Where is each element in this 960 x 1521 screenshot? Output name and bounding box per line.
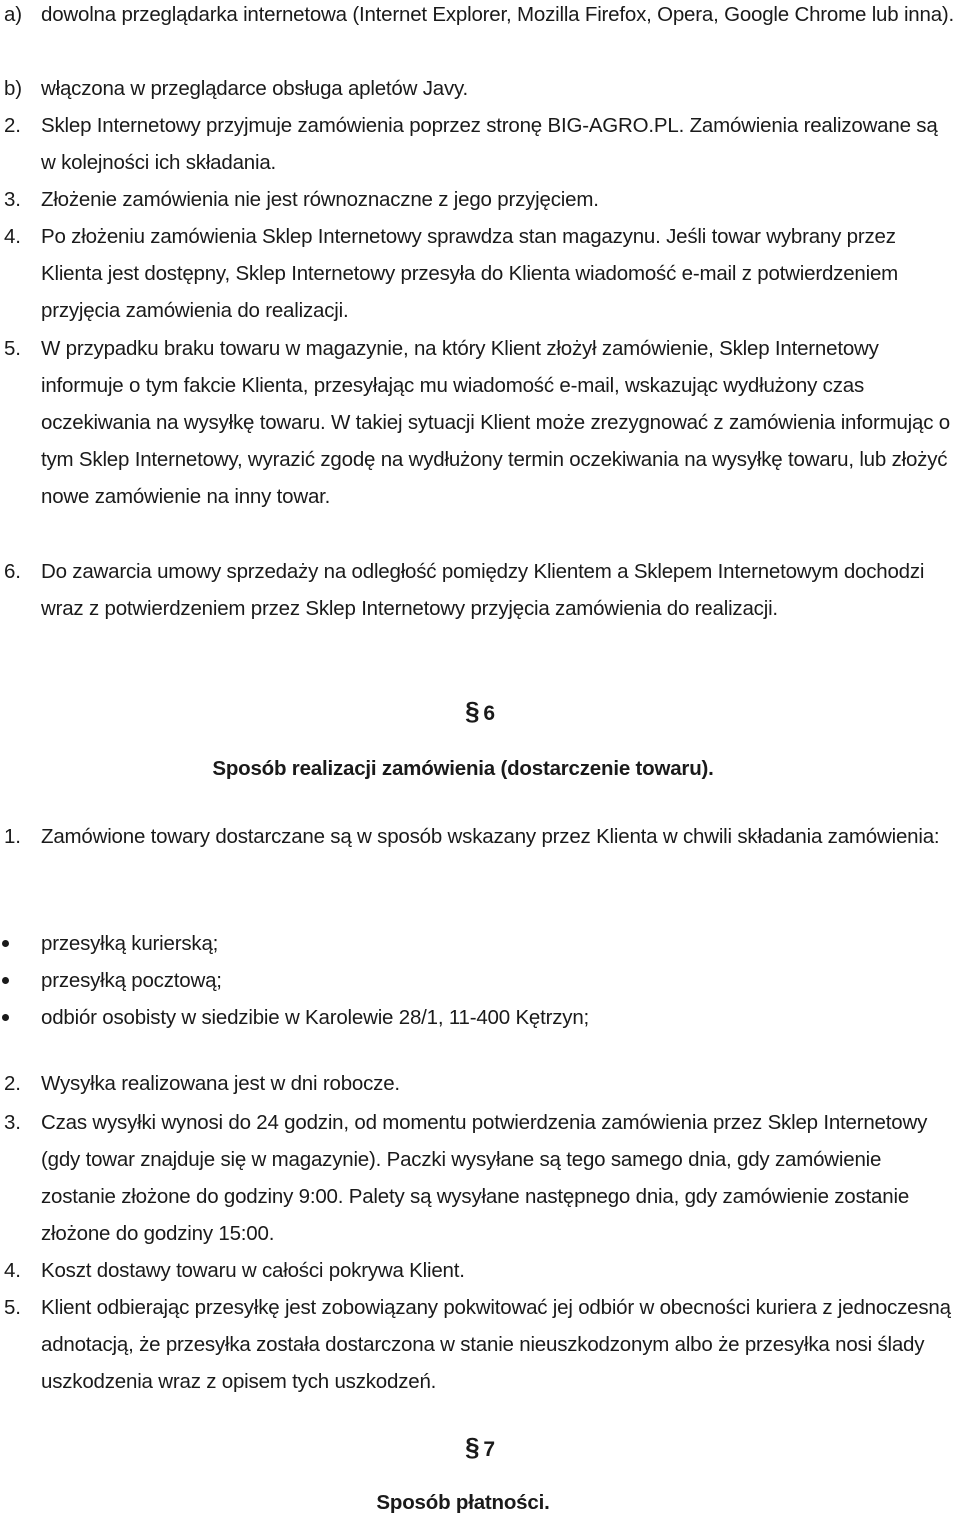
section-number: 6	[483, 702, 495, 725]
list-text: Wysyłka realizowana jest w dni robocze.	[41, 1072, 400, 1095]
list-number: 2.	[4, 114, 21, 137]
list-label: b)	[4, 77, 22, 100]
bullet-icon	[0, 1014, 41, 1021]
list-text: dowolna przeglądarka internetowa (Internet Explorer, Mozilla Firefox, Opera, Google Chrome lub inna).	[41, 3, 955, 26]
list-number: 3.	[4, 1111, 21, 1134]
list-text: włączona w przeglądarce obsługa apletów Javy.	[41, 77, 469, 100]
section-number: 7	[483, 1438, 495, 1461]
list-text: Czas wysyłki wynosi do 24 godzin, od momentu potwierdzenia zamówienia przez Sklep Internetowy (gdy towar znajduje się w magazynie). Paczki wysyłane są tego samego dnia, gdy zamówienie zostanie złożone do godziny 9:00. Palety są wysyłane następnego dnia, gdy zamówienie zostanie złożone do godziny 15:00.	[41, 1111, 928, 1245]
list-item-4	[4, 218, 956, 329]
list-text: Klient odbierając przesyłkę jest zobowiązany pokwitować jej odbiór w obecności kuriera z jednoczesną adnotacją, że przesyłka została dostarczona w stanie nieuszkodzonym albo że przesyłka nosi ślady uszkodzenia wraz z opisem tych uszkodzeń.	[41, 1296, 951, 1393]
list-item-6	[4, 553, 956, 627]
list-item-3	[4, 181, 956, 218]
paragraph-sign: §	[465, 1432, 480, 1462]
list-item-a	[4, 0, 956, 33]
list-number: 1.	[4, 825, 21, 848]
list-number: 5.	[4, 337, 21, 360]
section-mark-6	[0, 696, 960, 727]
delivery-item-4	[4, 1252, 956, 1289]
bullet-icon	[0, 977, 41, 984]
bullet-text: odbiór osobisty w siedzibie w Karolewie 28/1, 11-400 Kętrzyn;	[41, 1005, 590, 1029]
bullet-item	[0, 999, 956, 1036]
delivery-item-3	[4, 1104, 956, 1252]
list-number: 4.	[4, 1259, 21, 1282]
list-text: Sklep Internetowy przyjmuje zamówienia poprzez stronę BIG-AGRO.PL. Zamówienia realizowane są w kolejności ich składania.	[41, 114, 938, 174]
list-number: 4.	[4, 225, 21, 248]
bullet-text: przesyłką pocztową;	[41, 968, 222, 992]
paragraph-sign: §	[465, 696, 480, 726]
section-mark-7	[0, 1432, 960, 1463]
bullet-icon	[0, 940, 41, 947]
list-number: 3.	[4, 188, 21, 211]
bullet-item	[0, 962, 956, 999]
delivery-item-1	[4, 818, 956, 855]
list-item-5	[4, 330, 956, 515]
section-title-6: Sposób realizacji zamówienia (dostarczenie towaru).	[212, 757, 714, 780]
list-number: 5.	[4, 1296, 21, 1319]
list-label: a)	[4, 3, 22, 26]
delivery-item-2	[4, 1065, 956, 1102]
list-text: Do zawarcia umowy sprzedaży na odległość pomiędzy Klientem a Sklepem Internetowym dochodzi wraz z potwierdzeniem przez Sklep Internetowy przyjęcia zamówienia do realizacji.	[41, 560, 925, 620]
list-number: 6.	[4, 560, 21, 583]
delivery-item-5	[4, 1289, 956, 1400]
list-text: Po złożeniu zamówienia Sklep Internetowy sprawdza stan magazynu. Jeśli towar wybrany przez Klienta jest dostępny, Sklep Internetowy przesyła do Klienta wiadomość e-mail z potwierdzeniem przyjęcia zamówienia do realizacji.	[41, 225, 899, 322]
list-item-2	[4, 107, 956, 181]
bullet-item	[0, 925, 956, 962]
list-number: 2.	[4, 1072, 21, 1095]
list-item-b	[4, 70, 956, 107]
bullet-text: przesyłką kurierską;	[41, 931, 219, 955]
section-title-7: Sposób płatności.	[376, 1491, 550, 1514]
list-text: Zamówione towary dostarczane są w sposób wskazany przez Klienta w chwili składania zamówienia:	[41, 825, 940, 848]
list-text: Koszt dostawy towaru w całości pokrywa Klient.	[41, 1259, 465, 1282]
list-text: Złożenie zamówienia nie jest równoznaczne z jego przyjęciem.	[41, 188, 599, 211]
list-text: W przypadku braku towaru w magazynie, na który Klient złożył zamówienie, Sklep Internetowy informuje o tym fakcie Klienta, przesyłając mu wiadomość e-mail, wskazując wydłużony czas oczekiwania na wysyłkę towaru. W takiej sytuacji Klient może zrezygnować z zamówienia informując o tym Sklep Internetowy, wyrazić zgodę na wydłużony termin oczekiwania na wysyłkę towaru, lub złożyć nowe zamówienie na inny towar.	[41, 337, 950, 508]
